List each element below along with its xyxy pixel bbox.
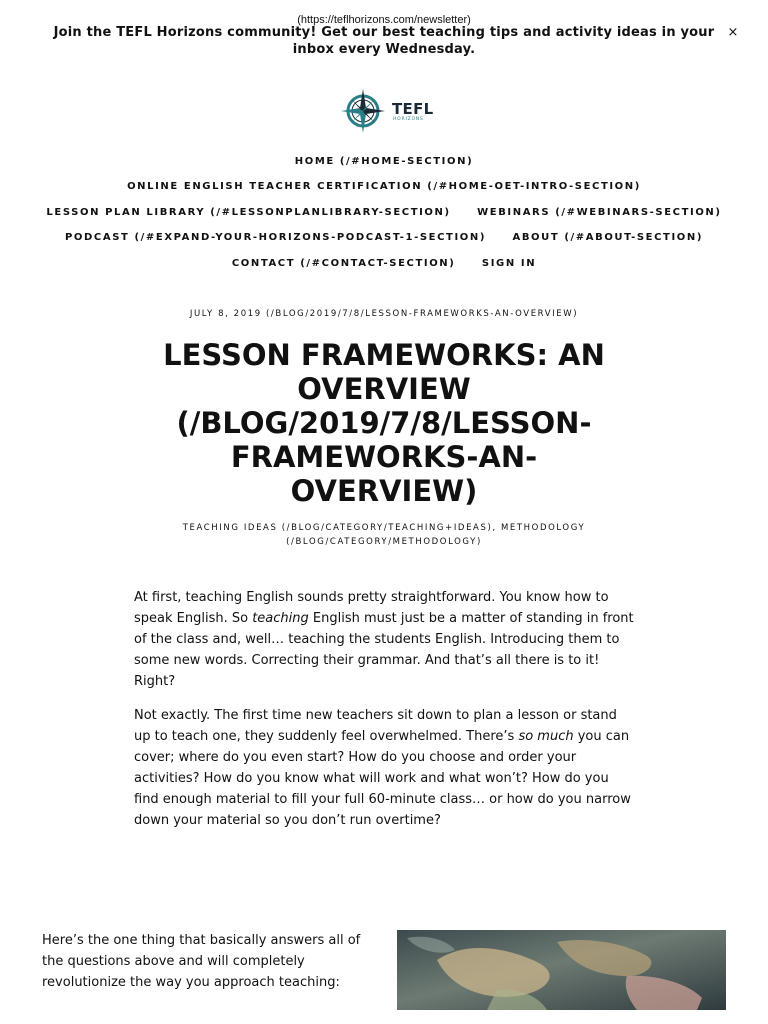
nav-row bbox=[0, 176, 768, 192]
map-illustration bbox=[397, 930, 726, 1010]
post-title-line: OVERVIEW bbox=[297, 372, 471, 406]
category-link-methodology[interactable]: METHODOLOGY (/BLOG/CATEGORY/METHODOLOGY) bbox=[286, 523, 586, 547]
nav-row bbox=[0, 151, 768, 167]
paragraph-text: English must just be a matter of standing in front of the class and, well… teaching the students English. Introducing them to some new words. Correcting their grammar. And that’s all there is to it! Right? bbox=[134, 611, 634, 689]
nav-link-home[interactable]: HOME (/#HOME-SECTION) bbox=[294, 156, 474, 167]
site-logo[interactable] bbox=[338, 86, 434, 136]
nav-row bbox=[0, 227, 768, 243]
category-separator: , bbox=[492, 523, 501, 533]
post-title-line: LESSON FRAMEWORKS: AN bbox=[163, 338, 605, 372]
nav-link-podcast[interactable]: PODCAST (/#EXPAND-YOUR-HORIZONS-PODCAST-1-SECTION) bbox=[64, 232, 487, 243]
nav-link-sign-in[interactable]: SIGN IN bbox=[481, 258, 537, 269]
paragraph-text: Not exactly. The first time new teachers sit down to plan a lesson or stand up to teach one, they suddenly feel overwhelmed. There’s bbox=[134, 708, 617, 744]
nav-link-contact[interactable]: CONTACT (/#CONTACT-SECTION) bbox=[231, 258, 456, 269]
nav-row bbox=[0, 202, 768, 218]
logo-subtitle: HORIZONS bbox=[393, 117, 424, 122]
logo-wordmark: TEFL bbox=[392, 100, 434, 118]
post-paragraph bbox=[134, 705, 634, 831]
nav-link-lesson-plan-library[interactable]: LESSON PLAN LIBRARY (/#LESSONPLANLIBRARY-SECTION) bbox=[46, 207, 451, 218]
post-title[interactable] bbox=[120, 338, 648, 508]
post-title-line: FRAMEWORKS-AN- bbox=[230, 440, 538, 474]
nav-row bbox=[0, 253, 768, 269]
nav-link-certification[interactable]: ONLINE ENGLISH TEACHER CERTIFICATION (/#HOME-OET-INTRO-SECTION) bbox=[127, 181, 641, 192]
newsletter-link[interactable]: (https://teflhorizons.com/newsletter) bbox=[297, 14, 471, 26]
newsletter-banner-text[interactable]: Join the TEFL Horizons community! Get our best teaching tips and activity ideas in your inbox every Wednesday. bbox=[53, 25, 715, 57]
post-title-line: OVERVIEW) bbox=[290, 474, 478, 508]
close-icon[interactable]: × bbox=[727, 25, 739, 40]
nav-link-about[interactable]: ABOUT (/#ABOUT-SECTION) bbox=[512, 232, 704, 243]
post-date-link[interactable]: JULY 8, 2019 (/BLOG/2019/7/8/LESSON-FRAMEWORKS-AN-OVERVIEW) bbox=[189, 309, 579, 319]
compass-icon bbox=[338, 86, 388, 136]
paragraph-emphasis: so much bbox=[518, 729, 574, 744]
post-paragraph bbox=[134, 587, 634, 692]
world-map-image bbox=[397, 930, 726, 1010]
post-paragraph: Here’s the one thing that basically answers all of the questions above and will completely revolutionize the way you approach teaching: bbox=[42, 933, 361, 990]
paragraph-emphasis: teaching bbox=[252, 611, 309, 626]
nav-link-webinars[interactable]: WEBINARS (/#WEBINARS-SECTION) bbox=[477, 207, 722, 218]
category-link-teaching-ideas[interactable]: TEACHING IDEAS (/BLOG/CATEGORY/TEACHING+IDEAS) bbox=[182, 523, 493, 533]
paragraph-text: you can cover; where do you even start? How do you choose and order your activities? How do you know what will work and what won’t? How do you find enough material to fill your full 60-minute class… or how do you narrow down your material so you don’t run overtime? bbox=[134, 729, 631, 828]
post-categories bbox=[150, 521, 618, 549]
paragraph-text: At first, teaching English sounds pretty straightforward. You know how to speak English. So bbox=[134, 590, 609, 626]
post-title-line: (/BLOG/2019/7/8/LESSON- bbox=[176, 406, 592, 440]
